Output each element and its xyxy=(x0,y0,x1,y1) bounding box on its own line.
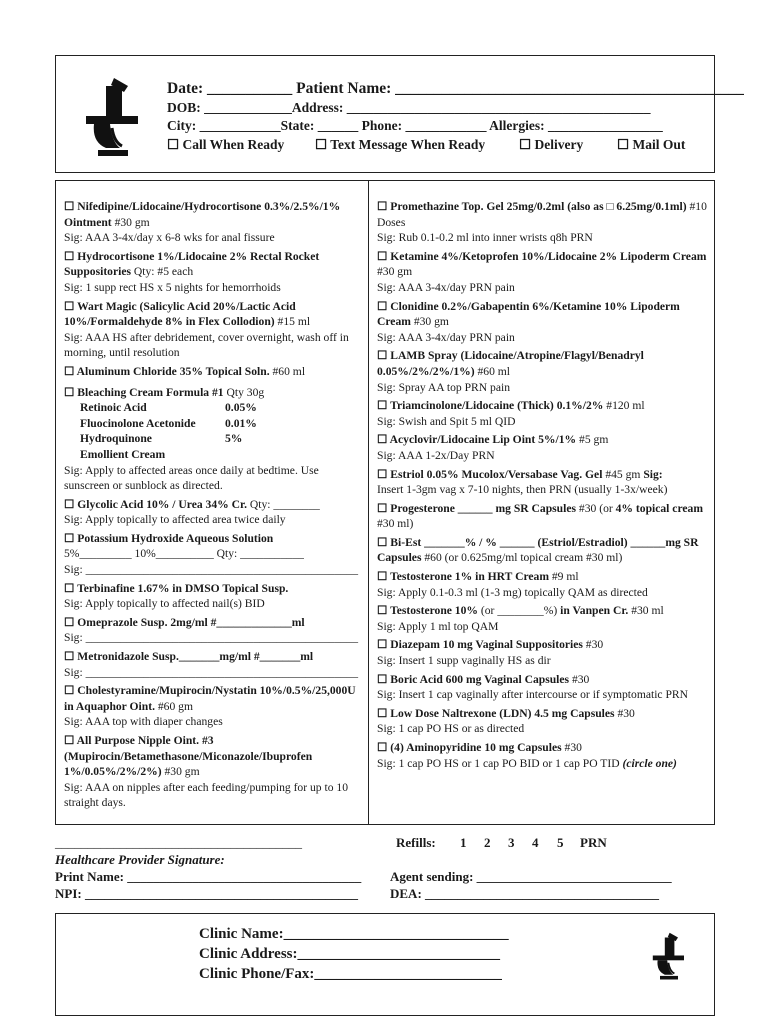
dob-address-line[interactable]: DOB: _____________Address: _____________________________________________ xyxy=(167,100,651,115)
rx-item[interactable]: ☐ Estriol 0.05% Mucolox/Versabase Vag. Gel #45 gm Sig: Insert 1-3gm vag x 7-10 nights, then PRN (usually 1-3x/week) xyxy=(377,467,668,497)
print-name-field[interactable]: Print Name: ____________________________________ xyxy=(55,869,362,884)
refill-option[interactable]: 2 xyxy=(484,835,491,850)
refill-option[interactable]: 5 xyxy=(557,835,564,850)
city-state-phone-line[interactable]: City: ____________State: ______ Phone: ____________ Allergies: _________________ xyxy=(167,118,663,133)
left-column xyxy=(64,199,362,814)
ingredient-row: Retinoic Acid 0.05% xyxy=(80,401,257,415)
text-message-checkbox[interactable]: ☐ Text Message When Ready xyxy=(315,137,486,152)
rx-item[interactable]: ☐ Cholestyramine/Mupirocin/Nystatin 10%/0.5%/25,000U in Aquaphor Oint. #60 gm Sig: AAA top with diaper changes xyxy=(64,684,356,729)
rx-item[interactable]: ☐ Aluminum Chloride 35% Topical Soln. #60 ml xyxy=(64,364,306,378)
ingredient-row: Hydroquinone 5% xyxy=(80,432,243,446)
rx-item[interactable]: ☐ Diazepam 10 mg Vaginal Suppositories #30 Sig: Insert 1 supp vaginally HS as dir xyxy=(377,638,604,668)
rx-item[interactable]: ☐ Clonidine 0.2%/Gabapentin 6%/Ketamine 10% Lipoderm Cream #30 gm Sig: AAA 3-4x/day PRN pain xyxy=(377,299,680,344)
rx-item[interactable]: ☐ Potassium Hydroxide Aqueous Solution 5%_________ 10%__________ Qty: ___________ Sig: _______________________________________________ xyxy=(64,531,359,577)
patient-header xyxy=(55,55,744,173)
ingredient-row: Fluocinolone Acetonide 0.01% xyxy=(80,416,257,430)
rx-item[interactable]: ☐ Bi-Est _______% / % ______ (Estriol/Estradiol) ______mg SR Capsules #60 (or 0.625mg/ml topical cream #30 ml) xyxy=(377,535,699,565)
rx-item[interactable]: ☐ Ketamine 4%/Ketoprofen 10%/Lidocaine 2% Lipoderm Cream #30 gm Sig: AAA 3-4x/day PRN pain xyxy=(377,249,707,294)
delivery-checkbox[interactable]: ☐ Delivery xyxy=(519,137,584,152)
mortar-pestle-icon xyxy=(648,928,690,986)
rx-item[interactable]: ☐ Metronidazole Susp._______mg/ml #_______ml Sig: _______________________________________________ xyxy=(64,650,359,679)
column-divider xyxy=(368,181,369,824)
rx-item[interactable]: ☐ All Purpose Nipple Oint. #3 (Mupirocin/Betamethasone/Miconazole/Ibuprofen 1%/0.05%/2%/2%) #30 gm Sig: AAA on nipples after each feeding/pumping for up to 10 straight days. xyxy=(64,734,348,810)
ingredient-row: Emollient Cream xyxy=(80,447,166,461)
prescriber-footer xyxy=(55,835,715,905)
rx-item[interactable]: ☐ Terbinafine 1.67% in DMSO Topical Susp. Sig: Apply topically to affected nail(s) BID xyxy=(64,581,289,611)
rx-item[interactable]: ☐ Promethazine Top. Gel 25mg/0.2ml (also as □ 6.25mg/0.1ml) #10 Doses Sig: Rub 0.1-0.2 ml into inner wrists q8h PRN xyxy=(377,200,707,245)
npi-field[interactable]: NPI: __________________________________________ xyxy=(55,886,358,901)
clinic-address-field[interactable]: Clinic Address:___________________________ xyxy=(199,946,500,962)
refill-option-prn[interactable]: PRN xyxy=(580,835,607,850)
date-patient-line[interactable]: Date: ___________ Patient Name: _____________________________________________ xyxy=(167,80,744,97)
rx-item[interactable]: ☐ Glycolic Acid 10% / Urea 34% Cr. Qty: ________ Sig: Apply topically to affected area twice daily xyxy=(64,497,320,527)
rx-item[interactable]: ☐ Hydrocortisone 1%/Lidocaine 2% Rectal Rocket Suppositories Qty: #5 each Sig: 1 supp rect HS x 5 nights for hemorrhoids xyxy=(64,249,320,294)
rx-item[interactable]: ☐ Progesterone ______ mg SR Capsules #30 (or 4% topical cream #30 ml) xyxy=(377,501,703,531)
dea-field[interactable]: DEA: ____________________________________ xyxy=(390,886,660,901)
delivery-options xyxy=(167,137,702,155)
refill-option[interactable]: 3 xyxy=(508,835,515,850)
refill-option[interactable]: 1 xyxy=(460,835,467,850)
refill-option[interactable]: 4 xyxy=(532,835,539,850)
rx-item[interactable]: ☐ Low Dose Naltrexone (LDN) 4.5 mg Capsules #30 Sig: 1 cap PO HS or as directed xyxy=(377,706,635,736)
rx-item[interactable]: ☐ LAMB Spray (Lidocaine/Atropine/Flagyl/Benadryl 0.05%/2%/2%/1%) #60 ml Sig: Spray AA top PRN pain xyxy=(377,349,644,394)
rx-item[interactable]: ☐ Triamcinolone/Lidocaine (Thick) 0.1%/2% #120 ml Sig: Swish and Spit 5 ml QID xyxy=(377,399,645,428)
rx-item[interactable]: ☐ Testosterone 1% in HRT Cream #9 ml Sig: Apply 0.1-0.3 ml (1-3 mg) topically QAM as directed xyxy=(377,570,648,599)
clinic-phone-field[interactable]: Clinic Phone/Fax:_________________________ xyxy=(199,966,502,982)
call-when-ready-checkbox[interactable]: ☐ Call When Ready xyxy=(167,137,285,152)
right-column xyxy=(377,199,707,774)
rx-item[interactable]: ☐ Omeprazole Susp. 2mg/ml #_____________ml Sig: _______________________________________________ xyxy=(64,615,359,645)
rx-item[interactable]: ☐ Testosterone 10% (or ________%) in Vanpen Cr. #30 ml Sig: Apply 1 ml top QAM xyxy=(377,604,664,633)
rx-item[interactable]: ☐ Nifedipine/Lidocaine/Hydrocortisone 0.3%/2.5%/1% Ointment #30 gm Sig: AAA 3-4x/day x 6-8 wks for anal fissure xyxy=(64,200,341,245)
refills-label: Refills: xyxy=(396,835,436,850)
agent-sending-field[interactable]: Agent sending: ______________________________ xyxy=(390,869,672,884)
rx-item[interactable]: ☐ Boric Acid 600 mg Vaginal Capsules #30 Sig: Insert 1 cap vaginally after intercourse or if symptomatic PRN xyxy=(377,672,689,702)
mail-out-checkbox[interactable]: ☐ Mail Out xyxy=(617,137,686,152)
rx-item[interactable]: ☐ Wart Magic (Salicylic Acid 20%/Lactic Acid 10%/Formaldehyde 8% in Flex Collodion) #15 ml Sig: AAA HS after debridement, cover overnight, wash off in morning, until resolution xyxy=(64,299,349,360)
clinic-name-field[interactable]: Clinic Name:______________________________ xyxy=(199,926,509,942)
signature-label: Healthcare Provider Signature: xyxy=(55,852,225,867)
mortar-pestle-icon xyxy=(78,76,148,161)
rx-item[interactable]: ☐ Acyclovir/Lidocaine Lip Oint 5%/1% #5 gm Sig: AAA 1-2x/Day PRN xyxy=(377,433,609,462)
clinic-info-box xyxy=(55,913,715,1016)
signature-line[interactable]: ______________________________________ xyxy=(55,835,302,850)
formulary-grid xyxy=(55,180,715,825)
rx-item-bleaching-cream[interactable]: ☐ Bleaching Cream Formula #1 Qty 30g Retinoic Acid 0.05% Fluocinolone Acetonide 0.01% Hydroquinone 5% Emollient Cream Sig: Apply to affected areas once daily at bedtime. Use sunscreen or sunblock as directed. xyxy=(64,385,362,494)
rx-item[interactable]: ☐ (4) Aminopyridine 10 mg Capsules #30 Sig: 1 cap PO HS or 1 cap PO BID or 1 cap PO TID (circle one) xyxy=(377,741,677,770)
